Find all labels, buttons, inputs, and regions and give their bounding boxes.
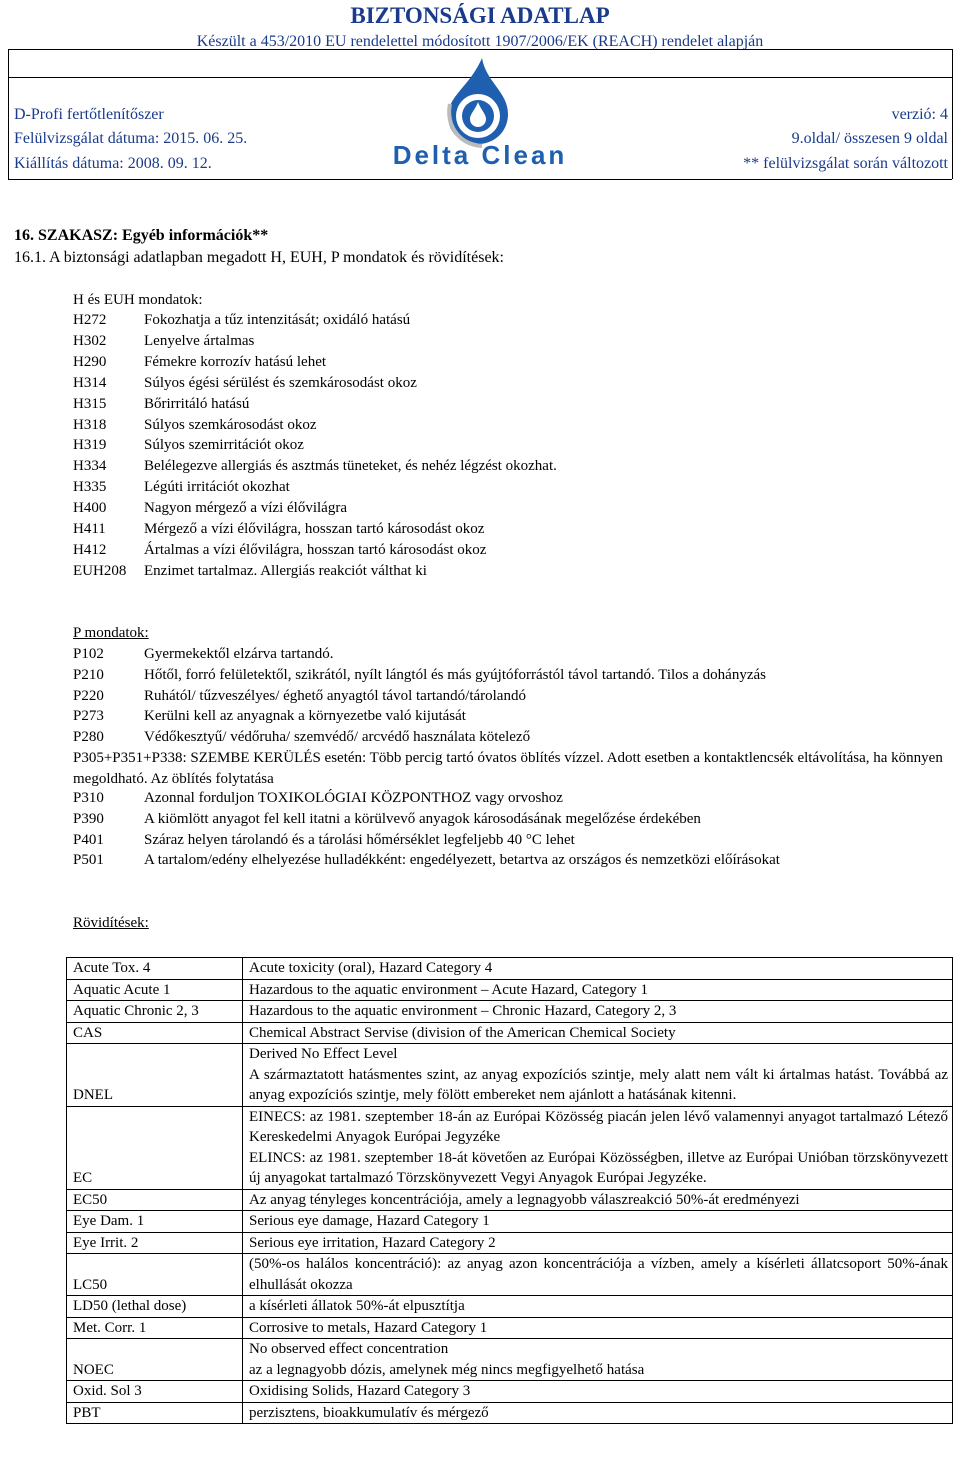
abbreviation-definition (243, 1402, 953, 1424)
statement-text: A tartalom/edény elhelyezése hulladékként: engedélyezett, betartva az országos és nemzetközi előírásokat (144, 852, 780, 869)
document-title: BIZTONSÁGI ADATLAP (350, 3, 610, 28)
definition-line: Az anyag tényleges koncentrációja, amely a legnagyobb válaszreakció 50%-át eredményezi (249, 1191, 800, 1208)
abbreviation-key: PBT (67, 1402, 243, 1424)
abbreviation-definition (243, 1317, 953, 1339)
statement-code: EUH208 (73, 562, 127, 579)
statement-code: H302 (73, 332, 107, 349)
definition-line: Oxidising Solids, Hazard Category 3 (249, 1383, 471, 1399)
statement-code: P501 (73, 852, 104, 869)
definition-line: EINECS: az 1981. szeptember 18-án az Európai Közösség piacán jelen lévő valamennyi anyagot tartalmazó Létező Kereskedelmi Anyagok Európai Jegyzéke (249, 1108, 948, 1145)
statement-code: P390 (73, 810, 104, 827)
abbreviation-definition (243, 958, 953, 980)
statement-text: Száraz helyen tárolandó és a tárolási hőmérséklet legfeljebb 40 °C lehet (144, 831, 575, 848)
statement-code: P401 (73, 831, 104, 848)
definition-line: Derived No Effect Level (249, 1046, 398, 1062)
section-subheading: 16.1. A biztonsági adatlapban megadott H, EUH, P mondatok és rövidítések: (14, 249, 504, 266)
statement-code: H412 (73, 541, 107, 558)
definition-line: A származtatott hatásmentes szint, az anyag expozíciós szintje, mely alatt nem vált ki ártalmas hatást. Továbbá az anyag expozíciós szintje, mely fölött embereket nem ajánlott a hatásának kitenni. (249, 1066, 948, 1103)
definition-line: Chemical Abstract Servise (division of the American Chemical Society (249, 1024, 676, 1041)
definition-line: ELINCS: az 1981. szeptember 18-át követően az Európai Közösségben, illetve az Európai Unióban törzskönyvezett új anyagokat tartalmazó Törzskönyvezett Vegyi Anyagok Európai Jegyzéke. (249, 1149, 948, 1186)
statement-code: P102 (73, 646, 104, 662)
definition-line: Serious eye irritation, Hazard Category 2 (249, 1234, 496, 1251)
statement-code: H315 (73, 395, 107, 412)
statement-text: Súlyos szemkárosodást okoz (144, 416, 317, 433)
abbreviation-definition (243, 1211, 953, 1233)
statement-code: P280 (73, 729, 104, 746)
abbreviation-definition (243, 1106, 953, 1189)
statement-code: H400 (73, 500, 107, 517)
abbreviation-key: DNEL (67, 1044, 243, 1107)
abbreviation-row (67, 1022, 953, 1044)
abbreviation-key: CAS (67, 1022, 243, 1044)
abbreviation-row (67, 1189, 953, 1211)
abbreviation-key: Aquatic Chronic 2, 3 (67, 1001, 243, 1023)
definition-line: Corrosive to metals, Hazard Category 1 (249, 1319, 488, 1336)
abbreviation-definition (243, 1044, 953, 1107)
statement-text: Lenyelve ártalmas (144, 332, 255, 349)
abbreviation-key: Acute Tox. 4 (67, 958, 243, 980)
section-heading: 16. SZAKASZ: Egyéb információk** (14, 227, 269, 244)
statement-text: Súlyos égési sérülést és szemkárosodást okoz (144, 374, 417, 391)
header-border-top (8, 49, 952, 50)
statement-text: Gyermekektől elzárva tartandó. (144, 646, 334, 662)
statement-code: H319 (73, 437, 107, 454)
statement-text: Súlyos szemirritációt okoz (144, 437, 304, 454)
header-border-right (952, 49, 953, 179)
statement-text: Fémekre korrozív hatású lehet (144, 353, 327, 370)
statement-text: Védőkesztyű/ védőruha/ szemvédő/ arcvédő használata kötelező (144, 729, 531, 746)
abbreviation-row (67, 1001, 953, 1023)
statement-text: Ártalmas a vízi élővilágra, hosszan tartó károsodást okoz (144, 541, 487, 558)
abbreviation-key: Eye Dam. 1 (67, 1211, 243, 1233)
abbreviation-row (67, 1317, 953, 1339)
abbreviation-row (67, 1339, 953, 1381)
statement-text: Bőrirritáló hatású (144, 395, 250, 412)
logo-text: Delta Clean (392, 140, 568, 170)
abbreviation-key: Eye Irrit. 2 (67, 1232, 243, 1254)
abbreviation-definition (243, 1254, 953, 1296)
abbreviations-table (66, 957, 953, 1424)
abbreviation-key: Oxid. Sol 3 (67, 1381, 243, 1403)
definition-line: No observed effect concentration (249, 1341, 449, 1357)
statement-text: Kerülni kell az anyagnak a környezetbe való kijutását (144, 708, 466, 725)
statement-code: H290 (73, 353, 107, 370)
statement-code: H411 (73, 521, 106, 537)
abbreviation-row (67, 1232, 953, 1254)
abbreviation-definition (243, 1296, 953, 1318)
definition-line: Hazardous to the aquatic environment – Acute Hazard, Category 1 (249, 981, 649, 998)
definition-line: a kísérleti állatok 50%-át elpusztítja (249, 1298, 465, 1314)
product-name: D-Profi fertőtlenítőszer (14, 106, 164, 123)
definition-line: perzisztens, bioakkumulatív és mérgező (249, 1404, 489, 1421)
abbreviation-row (67, 1402, 953, 1424)
statement-text: Hőtől, forró felületektől, szikrától, nyílt lángtól és más gyújtóforrástól távol tartandó. Tilos a dohányzás (144, 666, 766, 683)
header-border-bottom (8, 179, 952, 180)
document-subtitle: Készült a 453/2010 EU rendelettel módosított 1907/2006/EK (REACH) rendelet alapján (196, 33, 764, 50)
statement-code: P273 (73, 708, 104, 725)
abbreviation-definition (243, 1022, 953, 1044)
abbreviation-row (67, 1211, 953, 1233)
page-number: 9.oldal/ összesen 9 oldal (791, 130, 948, 147)
delta-clean-logo (390, 52, 570, 172)
abbreviation-key: LD50 (lethal dose) (67, 1296, 243, 1318)
abbreviation-key: Aquatic Acute 1 (67, 979, 243, 1001)
statement-text: Enzimet tartalmaz. Allergiás reakciót válthat ki (144, 562, 427, 579)
statement-code: P210 (73, 666, 104, 683)
statement-text: Légúti irritációt okozhat (144, 479, 290, 496)
logo-droplet-icon (390, 52, 570, 172)
abbreviation-key: EC50 (67, 1189, 243, 1211)
statement-code: H314 (73, 374, 107, 391)
abbreviation-key: EC (67, 1106, 243, 1189)
abbreviation-key: LC50 (67, 1254, 243, 1296)
statement-text: Mérgező a vízi élővilágra, hosszan tartó károsodást okoz (144, 521, 485, 537)
definition-line: Hazardous to the aquatic environment – Chronic Hazard, Category 2, 3 (249, 1003, 677, 1019)
abbreviation-definition (243, 1232, 953, 1254)
definition-line: (50%-os halálos koncentráció): az anyag azon koncentrációja a vízben, amely a kísérleti állatcsoport 50%-ának elhullását okozza (249, 1256, 948, 1293)
statement-code: H272 (73, 312, 107, 328)
p-combo-statement: P305+P351+P338: SZEMBE KERÜLÉS esetén: Több percig tartó óvatos öblítés vízzel. Adott esetben a kontaktlencsék eltávolítása, ha könnyen megoldható. Az öblítés folytatása (73, 750, 943, 787)
abbreviation-key: NOEC (67, 1339, 243, 1381)
abbreviation-row (67, 1106, 953, 1189)
statement-code: P310 (73, 790, 104, 806)
p-statements-title: P mondatok: (73, 625, 149, 641)
abbreviation-row (67, 958, 953, 980)
abbreviation-definition (243, 1339, 953, 1381)
statement-text: Belélegezve allergiás és asztmás tüneteket, és nehéz légzést okozhat. (144, 458, 557, 475)
abbreviation-row (67, 1296, 953, 1318)
abbreviation-row (67, 979, 953, 1001)
header-border-left (8, 49, 9, 179)
statement-text: Fokozhatja a tűz intenzitását; oxidáló hatású (144, 312, 411, 328)
version: verzió: 4 (891, 106, 948, 123)
abbreviation-row (67, 1254, 953, 1296)
abbreviation-key: Met. Corr. 1 (67, 1317, 243, 1339)
abbreviation-definition (243, 979, 953, 1001)
abbreviation-row (67, 1381, 953, 1403)
abbreviation-row (67, 1044, 953, 1107)
issue-date: Kiállítás dátuma: 2008. 09. 12. (14, 155, 212, 172)
abbreviation-definition (243, 1381, 953, 1403)
statement-text: Azonnal forduljon TOXIKOLÓGIAI KÖZPONTHOZ vagy orvoshoz (144, 790, 563, 806)
h-statements-title: H és EUH mondatok: (73, 292, 203, 308)
statement-text: Ruhától/ tűzveszélyes/ éghető anyagtól távol tartandó/tárolandó (144, 687, 526, 704)
statement-code: H335 (73, 479, 107, 496)
definition-line: az a legnagyobb dózis, amelynek még nincs megfigyelhető hatása (249, 1361, 645, 1378)
abbreviation-definition (243, 1189, 953, 1211)
statement-text: Nagyon mérgező a vízi élővilágra (144, 500, 347, 517)
definition-line: Serious eye damage, Hazard Category 1 (249, 1213, 490, 1229)
statement-code: P220 (73, 687, 104, 704)
abbreviations-title: Rövidítések: (73, 915, 149, 931)
definition-line: Acute toxicity (oral), Hazard Category 4 (249, 960, 493, 976)
review-date: Felülvizsgálat dátuma: 2015. 06. 25. (14, 130, 248, 147)
change-note: ** felülvizsgálat során változott (743, 155, 948, 172)
statement-code: H318 (73, 416, 107, 433)
abbreviation-definition (243, 1001, 953, 1023)
statement-code: H334 (73, 458, 107, 475)
statement-text: A kiömlött anyagot fel kell itatni a körülvevő anyagok károsodásának megelőzése érdekében (144, 810, 701, 827)
